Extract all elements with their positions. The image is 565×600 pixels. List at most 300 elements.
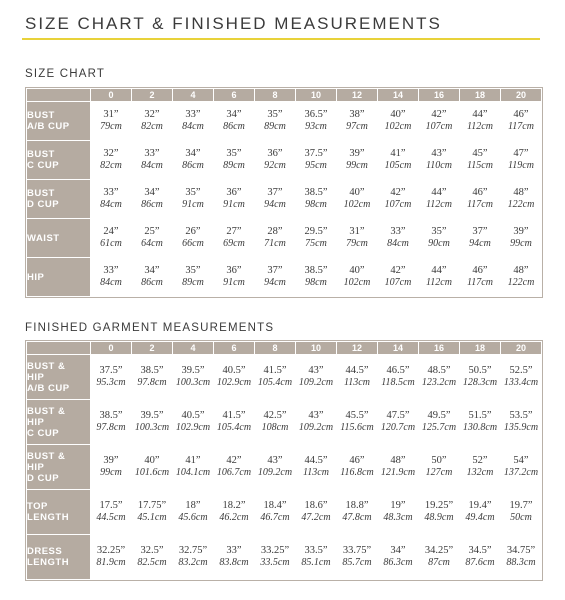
inch-value: 40.5” <box>181 410 205 422</box>
inch-value: 43” <box>431 148 447 160</box>
cm-value: 89cm <box>223 160 245 172</box>
row-label <box>27 445 91 490</box>
size-header-18: 18 <box>460 342 501 355</box>
inch-value: 46.5” <box>386 365 410 377</box>
measurement-cell <box>337 355 378 400</box>
inch-value: 32” <box>144 109 160 121</box>
measurement-cell <box>378 400 419 445</box>
measurement-cell <box>296 535 337 580</box>
inch-value: 41” <box>390 148 406 160</box>
row-label <box>27 258 91 297</box>
row-label <box>27 102 91 141</box>
measurement-cell <box>255 355 296 400</box>
inch-value: 34” <box>226 109 242 121</box>
inch-value: 36.5” <box>304 109 328 121</box>
measurement-cell <box>419 180 460 219</box>
cm-value: 97.8cm <box>96 422 126 434</box>
inch-value: 25” <box>144 226 160 238</box>
cm-value: 95cm <box>305 160 327 172</box>
size-chart-table <box>26 88 542 297</box>
row-label-line: LENGTH <box>27 512 70 523</box>
measurement-cell <box>132 445 173 490</box>
inch-value: 38.5” <box>99 410 123 422</box>
cm-value: 100.3cm <box>134 422 170 434</box>
cm-value: 102.9cm <box>216 377 252 389</box>
inch-value: 26” <box>185 226 201 238</box>
cm-value: 98cm <box>305 199 327 211</box>
cm-value: 101.6cm <box>134 467 170 479</box>
size-header-20: 20 <box>501 342 542 355</box>
inch-value: 35” <box>226 148 242 160</box>
size-header-10: 10 <box>296 342 337 355</box>
inch-value: 53.5” <box>509 410 533 422</box>
measurement-cell <box>460 258 501 297</box>
measurement-cell <box>378 102 419 141</box>
inch-value: 52” <box>472 455 488 467</box>
cm-value: 110cm <box>426 160 452 172</box>
measurement-cell <box>296 219 337 258</box>
measurement-cell <box>296 490 337 535</box>
measurement-cell <box>132 180 173 219</box>
cm-value: 98cm <box>305 277 327 289</box>
inch-value: 41.5” <box>222 410 246 422</box>
size-header-0: 0 <box>91 342 132 355</box>
cm-value: 127cm <box>425 467 453 479</box>
cm-value: 89cm <box>182 277 204 289</box>
measurement-cell <box>419 535 460 580</box>
measurement-cell <box>132 400 173 445</box>
measurement-cell <box>255 535 296 580</box>
inch-value: 37” <box>267 265 283 277</box>
row-label <box>27 219 91 258</box>
measurement-cell <box>91 445 132 490</box>
measurement-cell <box>255 445 296 490</box>
cm-value: 81.9cm <box>96 557 126 569</box>
inch-value: 34” <box>390 545 406 557</box>
row-label-line: DRESS <box>27 546 63 557</box>
cm-value: 46.7cm <box>260 512 290 524</box>
inch-value: 19.7” <box>509 500 533 512</box>
row-label-line: D CUP <box>27 472 60 484</box>
inch-value: 37” <box>267 187 283 199</box>
measurement-cell <box>378 445 419 490</box>
title-underline <box>22 38 540 40</box>
cm-value: 86cm <box>182 160 204 172</box>
inch-value: 49.5” <box>427 410 451 422</box>
cm-value: 128.3cm <box>462 377 498 389</box>
table-row <box>27 490 542 535</box>
cm-value: 107cm <box>425 121 453 133</box>
size-header-6: 6 <box>214 89 255 102</box>
measurement-cell <box>378 355 419 400</box>
cm-value: 104.1cm <box>175 467 211 479</box>
measurement-cell <box>296 258 337 297</box>
inch-value: 43” <box>308 410 324 422</box>
cm-value: 117cm <box>508 121 534 133</box>
measurement-cell <box>132 219 173 258</box>
measurement-cell <box>91 180 132 219</box>
inch-value: 28” <box>267 226 283 238</box>
cm-value: 97cm <box>346 121 368 133</box>
inch-value: 40” <box>390 109 406 121</box>
table-row <box>27 258 542 297</box>
row-label <box>27 490 91 535</box>
size-header-0: 0 <box>91 89 132 102</box>
row-label-line: C CUP <box>27 427 60 439</box>
cm-value: 45.1cm <box>137 512 167 524</box>
cm-value: 89cm <box>264 121 286 133</box>
inch-value: 39.5” <box>181 365 205 377</box>
table-row <box>27 141 542 180</box>
cm-value: 122cm <box>507 199 535 211</box>
size-header-14: 14 <box>378 89 419 102</box>
inch-value: 33” <box>390 226 406 238</box>
size-header-16: 16 <box>419 89 460 102</box>
inch-value: 31” <box>349 226 365 238</box>
measurement-cell <box>337 141 378 180</box>
cm-value: 113cm <box>344 377 370 389</box>
measurement-cell <box>460 445 501 490</box>
inch-value: 18” <box>185 500 201 512</box>
cm-value: 105cm <box>384 160 412 172</box>
cm-value: 117cm <box>467 199 493 211</box>
measurement-cell <box>214 490 255 535</box>
inch-value: 39” <box>513 226 529 238</box>
measurement-cell <box>296 400 337 445</box>
measurement-cell <box>296 180 337 219</box>
measurement-cell <box>173 490 214 535</box>
measurement-cell <box>501 258 542 297</box>
inch-value: 48” <box>513 187 529 199</box>
measurement-cell <box>91 355 132 400</box>
measurement-cell <box>91 258 132 297</box>
inch-value: 34.5” <box>468 545 492 557</box>
size-header-18: 18 <box>460 89 501 102</box>
measurement-cell <box>91 490 132 535</box>
row-label-line: LENGTH <box>27 557 70 568</box>
size-header-2: 2 <box>132 89 173 102</box>
cm-value: 45.6cm <box>178 512 208 524</box>
inch-value: 24” <box>103 226 119 238</box>
inch-value: 34” <box>185 148 201 160</box>
cm-value: 97.8cm <box>137 377 167 389</box>
inch-value: 27” <box>226 226 242 238</box>
measurement-cell <box>91 400 132 445</box>
inch-value: 44” <box>431 187 447 199</box>
inch-value: 19” <box>390 500 406 512</box>
header-corner <box>27 342 91 355</box>
measurement-cell <box>419 355 460 400</box>
measurement-cell <box>255 141 296 180</box>
measurement-cell <box>132 258 173 297</box>
cm-value: 112cm <box>426 277 452 289</box>
measurement-cell <box>214 535 255 580</box>
measurement-cell <box>214 258 255 297</box>
size-header-6: 6 <box>214 342 255 355</box>
cm-value: 107cm <box>384 199 412 211</box>
finished-measurements-table <box>26 341 542 580</box>
measurement-cell <box>255 258 296 297</box>
cm-value: 102cm <box>343 277 371 289</box>
inch-value: 46” <box>472 187 488 199</box>
measurement-cell <box>337 180 378 219</box>
cm-value: 99cm <box>510 238 532 250</box>
inch-value: 36” <box>267 148 283 160</box>
inch-value: 42” <box>431 109 447 121</box>
measurement-cell <box>255 180 296 219</box>
cm-value: 116.8cm <box>340 467 374 479</box>
cm-value: 86.3cm <box>383 557 413 569</box>
inch-value: 33” <box>103 187 119 199</box>
measurement-cell <box>132 102 173 141</box>
size-header-12: 12 <box>337 342 378 355</box>
cm-value: 66cm <box>182 238 204 250</box>
cm-value: 94cm <box>469 238 491 250</box>
inch-value: 38” <box>349 109 365 121</box>
measurement-cell <box>337 400 378 445</box>
measurement-cell <box>419 141 460 180</box>
table-row <box>27 445 542 490</box>
cm-value: 84cm <box>387 238 409 250</box>
inch-value: 33” <box>185 109 201 121</box>
size-header-8: 8 <box>255 89 296 102</box>
table-row <box>27 355 542 400</box>
inch-value: 35” <box>267 109 283 121</box>
inch-value: 41” <box>185 455 201 467</box>
cm-value: 118.5cm <box>381 377 415 389</box>
cm-value: 109.2cm <box>257 467 293 479</box>
cm-value: 102cm <box>384 121 412 133</box>
measurement-cell <box>173 445 214 490</box>
measurement-cell <box>296 355 337 400</box>
measurement-cell <box>255 490 296 535</box>
inch-value: 33” <box>103 265 119 277</box>
cm-value: 133.4cm <box>503 377 539 389</box>
cm-value: 105.4cm <box>257 377 293 389</box>
inch-value: 17.5” <box>99 500 123 512</box>
cm-value: 107cm <box>384 277 412 289</box>
inch-value: 52.5” <box>509 365 533 377</box>
inch-value: 39.5” <box>140 410 164 422</box>
inch-value: 48.5” <box>427 365 451 377</box>
size-header-4: 4 <box>173 89 214 102</box>
measurement-cell <box>378 535 419 580</box>
table-row <box>27 219 542 258</box>
measurement-cell <box>132 490 173 535</box>
size-header-2: 2 <box>132 342 173 355</box>
inch-value: 54” <box>513 455 529 467</box>
cm-value: 85.7cm <box>342 557 372 569</box>
size-header-10: 10 <box>296 89 337 102</box>
inch-value: 18.6” <box>304 500 328 512</box>
cm-value: 84cm <box>141 160 163 172</box>
inch-value: 40” <box>349 265 365 277</box>
inch-value: 43” <box>267 455 283 467</box>
measurement-cell <box>173 258 214 297</box>
size-header-4: 4 <box>173 342 214 355</box>
measurement-cell <box>214 141 255 180</box>
cm-value: 86cm <box>141 199 163 211</box>
cm-value: 119cm <box>508 160 534 172</box>
cm-value: 86cm <box>223 121 245 133</box>
measurement-cell <box>91 219 132 258</box>
measurement-cell <box>460 102 501 141</box>
measurement-cell <box>173 102 214 141</box>
inch-value: 33.5” <box>304 545 328 557</box>
row-label-line: BUST <box>27 110 55 121</box>
cm-value: 48.9cm <box>424 512 454 524</box>
inch-value: 50.5” <box>468 365 492 377</box>
cm-value: 86cm <box>141 277 163 289</box>
inch-value: 35” <box>431 226 447 238</box>
cm-value: 115.6cm <box>340 422 374 434</box>
inch-value: 46” <box>472 265 488 277</box>
row-label-line: HIP <box>27 416 45 428</box>
inch-value: 37.5” <box>99 365 123 377</box>
measurement-cell <box>501 219 542 258</box>
measurement-cell <box>378 490 419 535</box>
cm-value: 75cm <box>305 238 327 250</box>
inch-value: 33.25” <box>260 545 290 557</box>
measurement-cell <box>173 535 214 580</box>
inch-value: 38.5” <box>304 187 328 199</box>
inch-value: 18.8” <box>345 500 369 512</box>
cm-value: 87cm <box>428 557 450 569</box>
inch-value: 37” <box>472 226 488 238</box>
inch-value: 50” <box>431 455 447 467</box>
measurement-cell <box>419 102 460 141</box>
cm-value: 117cm <box>467 277 493 289</box>
size-header-12: 12 <box>337 89 378 102</box>
table-row <box>27 400 542 445</box>
inch-value: 42.5” <box>263 410 287 422</box>
inch-value: 34” <box>144 265 160 277</box>
measurement-cell <box>255 102 296 141</box>
cm-value: 84cm <box>100 199 122 211</box>
measurement-cell <box>337 258 378 297</box>
measurement-cell <box>460 219 501 258</box>
inch-value: 37.5” <box>304 148 328 160</box>
measurement-cell <box>460 490 501 535</box>
inch-value: 36” <box>226 265 242 277</box>
cm-value: 135.9cm <box>503 422 539 434</box>
cm-value: 122cm <box>507 277 535 289</box>
measurement-cell <box>378 180 419 219</box>
inch-value: 32.5” <box>140 545 164 557</box>
table-row <box>27 102 542 141</box>
row-label-line: HIP <box>27 461 45 473</box>
measurement-cell <box>337 219 378 258</box>
inch-value: 18.4” <box>263 500 287 512</box>
cm-value: 99cm <box>346 160 368 172</box>
cm-value: 47.2cm <box>301 512 331 524</box>
cm-value: 123.2cm <box>421 377 457 389</box>
measurement-cell <box>460 141 501 180</box>
inch-value: 19.4” <box>468 500 492 512</box>
inch-value: 40” <box>349 187 365 199</box>
measurement-cell <box>296 445 337 490</box>
cm-value: 100.3cm <box>175 377 211 389</box>
measurement-cell <box>419 219 460 258</box>
cm-value: 49.4cm <box>465 512 495 524</box>
inch-value: 44” <box>431 265 447 277</box>
cm-value: 82.5cm <box>137 557 167 569</box>
cm-value: 121.9cm <box>380 467 416 479</box>
inch-value: 42” <box>390 265 406 277</box>
cm-value: 130.8cm <box>462 422 498 434</box>
inch-value: 46” <box>349 455 365 467</box>
row-label-line: HIP <box>27 371 45 383</box>
cm-value: 137.2cm <box>503 467 539 479</box>
page-title: SIZE CHART & FINISHED MEASUREMENTS <box>25 14 442 33</box>
cm-value: 112cm <box>426 199 452 211</box>
size-header-20: 20 <box>501 89 542 102</box>
inch-value: 32.25” <box>96 545 126 557</box>
cm-value: 44.5cm <box>96 512 126 524</box>
size-header-8: 8 <box>255 342 296 355</box>
inch-value: 34.25” <box>424 545 454 557</box>
inch-value: 44.5” <box>345 365 369 377</box>
measurement-cell <box>214 219 255 258</box>
cm-value: 85.1cm <box>301 557 331 569</box>
measurement-cell <box>337 490 378 535</box>
cm-value: 102.9cm <box>175 422 211 434</box>
row-label-line: A/B CUP <box>27 382 70 394</box>
inch-value: 35” <box>185 187 201 199</box>
cm-value: 61cm <box>100 238 122 250</box>
cm-value: 92cm <box>264 160 286 172</box>
inch-value: 36” <box>226 187 242 199</box>
measurement-cell <box>337 102 378 141</box>
measurement-cell <box>214 445 255 490</box>
cm-value: 87.6cm <box>465 557 495 569</box>
cm-value: 115cm <box>467 160 493 172</box>
inch-value: 33.75” <box>342 545 372 557</box>
size-header-row <box>27 89 542 102</box>
cm-value: 109.2cm <box>298 377 334 389</box>
size-header-14: 14 <box>378 342 419 355</box>
size-header-row <box>27 342 542 355</box>
row-label-line: TOP <box>27 501 48 512</box>
cm-value: 102cm <box>343 199 371 211</box>
cm-value: 112cm <box>467 121 493 133</box>
inch-value: 29.5” <box>304 226 328 238</box>
cm-value: 120.7cm <box>380 422 416 434</box>
measurement-cell <box>460 355 501 400</box>
cm-value: 91cm <box>182 199 204 211</box>
measurement-cell <box>91 535 132 580</box>
measurement-cell <box>501 400 542 445</box>
cm-value: 83.2cm <box>178 557 208 569</box>
measurement-cell <box>337 535 378 580</box>
measurement-cell <box>378 141 419 180</box>
row-label <box>27 400 91 445</box>
cm-value: 84cm <box>182 121 204 133</box>
measurement-cell <box>214 400 255 445</box>
row-label-line: BUST & <box>27 450 66 462</box>
cm-value: 132cm <box>466 467 494 479</box>
measurement-cell <box>501 355 542 400</box>
measurement-cell <box>173 219 214 258</box>
cm-value: 125.7cm <box>421 422 457 434</box>
measurement-cell <box>91 141 132 180</box>
measurement-cell <box>378 219 419 258</box>
measurement-cell <box>132 535 173 580</box>
inch-value: 39” <box>349 148 365 160</box>
cm-value: 90cm <box>428 238 450 250</box>
inch-value: 38.5” <box>140 365 164 377</box>
cm-value: 79cm <box>100 121 122 133</box>
